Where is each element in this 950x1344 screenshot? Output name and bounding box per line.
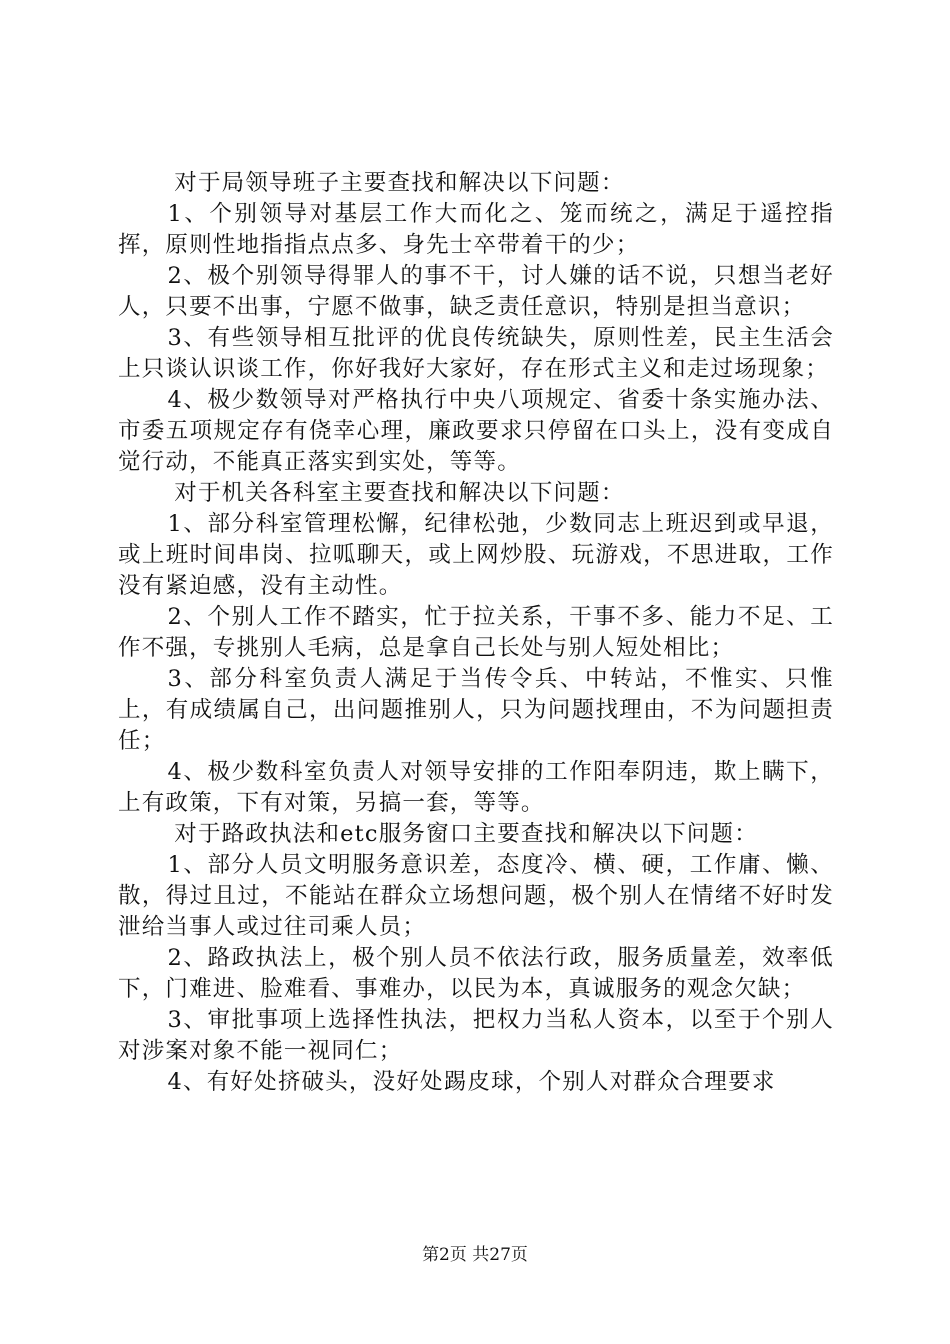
list-item-paragraph: 1、部分人员文明服务意识差，态度冷、横、硬，工作庸、懒、散，得过且过，不能站在群众立场想问题，极个别人在情绪不好时发泄给当事人或过往司乘人员； (118, 852, 834, 940)
section-heading: 对于局领导班子主要查找和解决以下问题： (174, 170, 625, 196)
list-item-paragraph: 2、路政执法上，极个别人员不依法行政，服务质量差，效率低下，门难进、脸难看、事难办，以民为本，真诚服务的观念欠缺； (118, 945, 834, 1002)
list-item-paragraph: 1、个别领导对基层工作大而化之、笼而统之，满足于遥控指挥，原则性地指指点点多、身先士卒带着干的少； (118, 201, 834, 258)
page-footer: 第2页 共27页 (422, 1245, 528, 1265)
section-heading: 对于机关各科室主要查找和解决以下问题： (174, 480, 625, 506)
list-item-paragraph: 3、有些领导相互批评的优良传统缺失，原则性差，民主生活会上只谈认识谈工作，你好我好大家好，存在形式主义和走过场现象； (118, 325, 834, 382)
list-item-paragraph: 4、有好处挤破头，没好处踢皮球，个别人对群众合理要求 (167, 1069, 776, 1095)
list-item-paragraph: 4、极少数领导对严格执行中央八项规定、省委十条实施办法、市委五项规定存有侥幸心理，廉政要求只停留在口头上，没有变成自觉行动，不能真正落实到实处，等等。 (118, 387, 834, 475)
list-item-paragraph: 2、个别人工作不踏实，忙于拉关系，干事不多、能力不足、工作不强，专挑别人毛病，总是拿自己长处与别人短处相比； (118, 604, 834, 661)
document-body (118, 168, 834, 1098)
list-item-paragraph: 3、审批事项上选择性执法，把权力当私人资本，以至于个别人对涉案对象不能一视同仁； (118, 1007, 834, 1064)
list-item-paragraph: 4、极少数科室负责人对领导安排的工作阳奉阴违，欺上瞒下，上有政策，下有对策，另搞一套，等等。 (118, 759, 834, 816)
list-item-paragraph: 1、部分科室管理松懈，纪律松弛，少数同志上班迟到或早退，或上班时间串岗、拉呱聊天，或上网炒股、玩游戏，不思进取，工作没有紧迫感，没有主动性。 (118, 511, 834, 599)
list-item-paragraph: 2、极个别领导得罪人的事不干，讨人嫌的话不说，只想当老好人，只要不出事，宁愿不做事，缺乏责任意识，特别是担当意识； (118, 263, 834, 320)
section-heading: 对于路政执法和etc服务窗口主要查找和解决以下问题： (174, 821, 758, 847)
list-item-paragraph: 3、部分科室负责人满足于当传令兵、中转站，不惟实、只惟上，有成绩属自己，出问题推别人，只为问题找理由，不为问题担责任； (118, 666, 834, 754)
